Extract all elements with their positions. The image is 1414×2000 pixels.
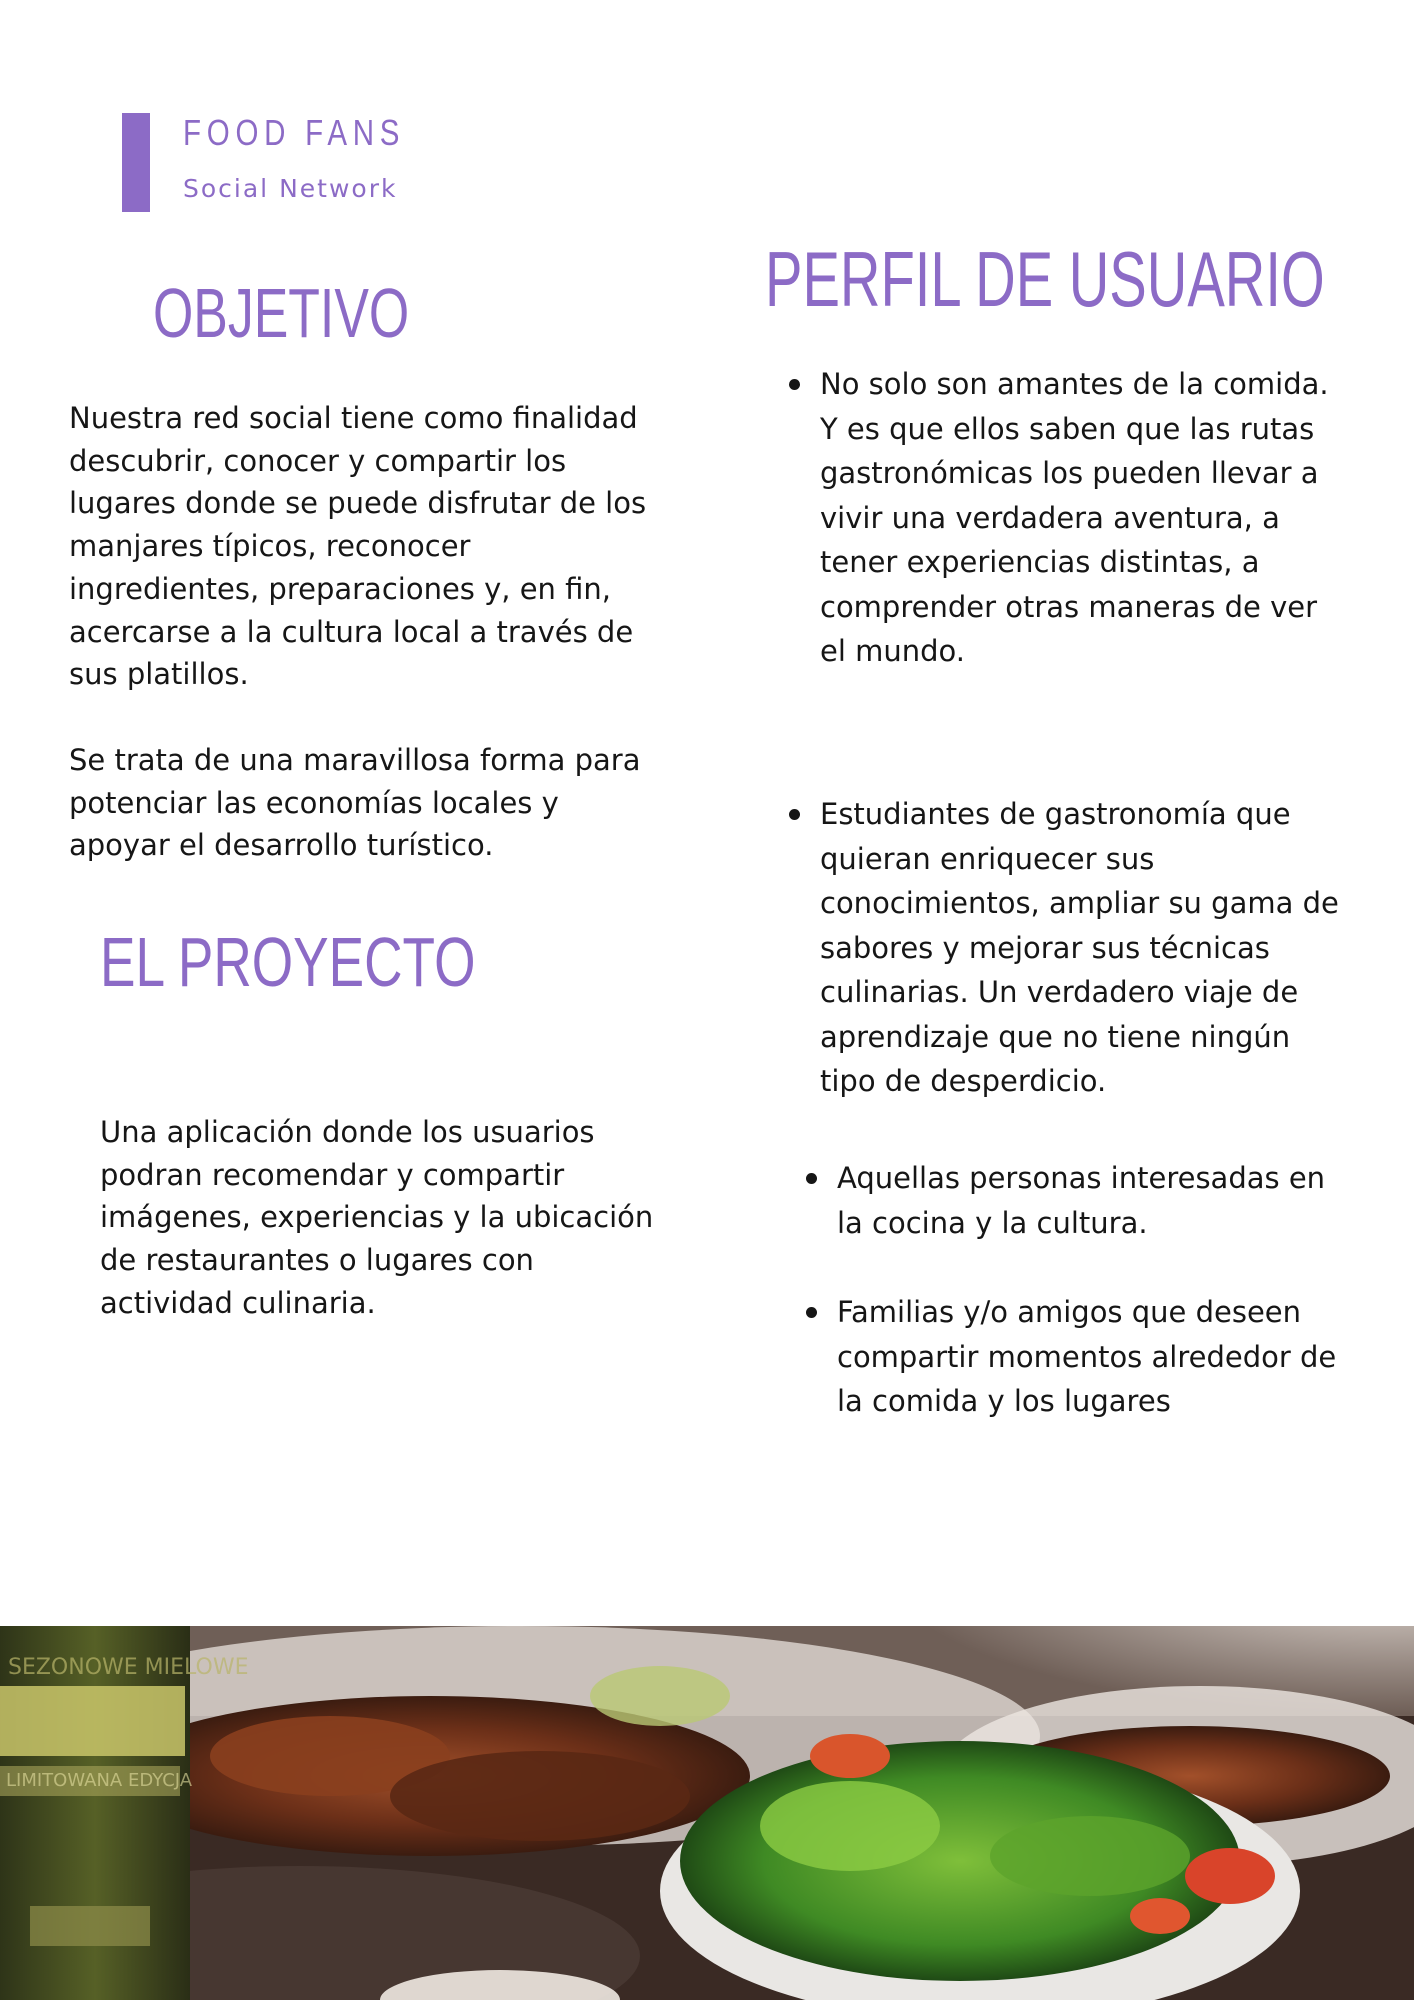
bullet-dot-icon bbox=[806, 1307, 817, 1318]
food-photo-illustration bbox=[0, 1626, 1414, 2000]
perfil-bullet-item bbox=[837, 1290, 1337, 1424]
perfil-heading: PERFIL DE USUARIO bbox=[765, 235, 1325, 323]
bottle-label-small: SEZONOWE MIELOWE bbox=[8, 1655, 249, 1680]
perfil-bullet-item bbox=[820, 792, 1340, 1104]
perfil-bullet-item bbox=[820, 362, 1340, 674]
perfil-bullet-text: No solo son amantes de la comida. Y es que ellos saben que las rutas gastronómicas los pueden llevar a vivir una verdadera aventura, a tener experiencias distintas, a comprender otras maneras de ver el mundo. bbox=[820, 367, 1329, 668]
proyecto-paragraph: Una aplicación donde los usuarios podran recomendar y compartir imágenes, experiencias y la ubicación de restaurantes o lugares con actividad culinaria. bbox=[100, 1115, 654, 1320]
food-photo-banner bbox=[0, 1626, 1414, 2000]
objetivo-paragraph-1: Nuestra red social tiene como finalidad descubrir, conocer y compartir los lugares donde se puede disfrutar de los manjares típicos, reconocer ingredientes, preparaciones y, en fin, acercarse a la cultura local a través de sus platillos. bbox=[69, 401, 647, 692]
objetivo-paragraph-2: Se trata de una maravillosa forma para potenciar las economías locales y apoyar el desarrollo turístico. bbox=[69, 743, 641, 863]
perfil-bullet-item bbox=[837, 1156, 1337, 1245]
bullet-dot-icon bbox=[806, 1173, 817, 1184]
brand-subtitle: Social Network bbox=[183, 174, 398, 203]
perfil-bullet-text: Estudiantes de gastronomía que quieran enriquecer sus conocimientos, ampliar su gama de sabores y mejorar sus técnicas culinarias. Un verdadero viaje de aprendizaje que no tiene ningún tipo de desperdicio. bbox=[820, 797, 1339, 1098]
bullet-dot-icon bbox=[789, 809, 800, 820]
brand-accent-bar bbox=[122, 113, 150, 212]
perfil-bullet-text: Familias y/o amigos que deseen compartir momentos alrededor de la comida y los lugares bbox=[837, 1295, 1337, 1418]
bullet-dot-icon bbox=[789, 379, 800, 390]
objetivo-heading: OBJETIVO bbox=[153, 274, 410, 352]
proyecto-heading: EL PROYECTO bbox=[100, 923, 476, 1001]
brand-name: FOOD FANS bbox=[183, 112, 406, 153]
perfil-bullet-text: Aquellas personas interesadas en la cocina y la cultura. bbox=[837, 1161, 1326, 1240]
bottle-label-sub: LIMITOWANA EDYCJA bbox=[6, 1770, 193, 1791]
